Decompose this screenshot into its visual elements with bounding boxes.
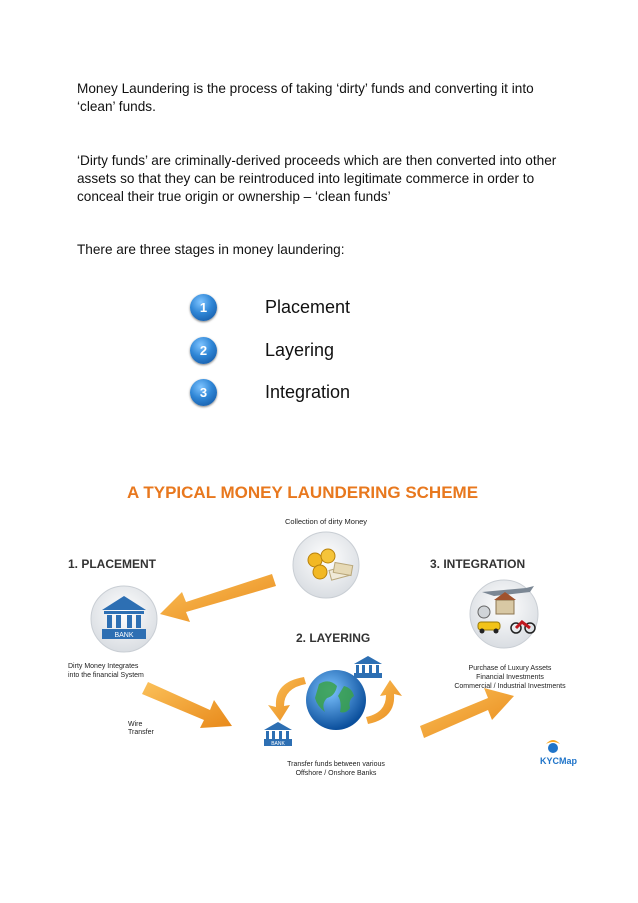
- money-laundering-scheme-diagram: [64, 472, 594, 792]
- intro-paragraph-2: ‘Dirty funds’ are criminally-derived proceeds which are then converted into other assets so that they can be reintroduced into legitimate commerce in order to conceal their true origin or ownership – ‘clean funds’: [77, 153, 557, 204]
- stage-item-placement: [0, 294, 638, 324]
- stage-label: Layering: [265, 340, 335, 360]
- layering-bank-top-icon: [354, 656, 382, 678]
- layering-heading: 2. LAYERING: [296, 631, 371, 645]
- number-two-badge-icon: 2: [190, 337, 217, 364]
- number-one-badge-icon: 1: [190, 294, 217, 321]
- integration-caption-line3: Commercial / Industrial Investments: [454, 683, 566, 690]
- number-three-badge-icon: 3: [190, 379, 217, 406]
- intro-paragraph-3: There are three stages in money laundering:: [77, 242, 345, 257]
- arrow-collection-to-placement-icon: [160, 574, 276, 622]
- arrow-layering-to-integration-icon: [420, 688, 514, 738]
- layering-globe-icon: [306, 670, 366, 730]
- placement-bank-label: BANK: [114, 632, 134, 639]
- arrow-placement-to-layering-icon: [142, 682, 232, 728]
- luxury-assets-icon: [470, 580, 538, 648]
- collection-caption: Collection of dirty Money: [284, 517, 368, 526]
- integration-heading: 3. INTEGRATION: [430, 557, 526, 571]
- intro-paragraph-1: Money Laundering is the process of taking ‘dirty’ funds and converting it into ‘clean’ funds.: [77, 81, 534, 114]
- stage-item-layering: [0, 337, 638, 367]
- stage-label: Placement: [265, 297, 351, 317]
- layering-bank-bottom-icon: [264, 722, 292, 747]
- placement-heading: 1. PLACEMENT: [68, 557, 157, 571]
- layering-caption-line1: Transfer funds between various: [287, 761, 385, 768]
- layering-bank-label: BANK: [271, 741, 285, 747]
- integration-caption-line1: Purchase of Luxury Assets: [468, 665, 552, 672]
- stage-item-integration: [0, 379, 638, 409]
- placement-bank-icon: [91, 586, 157, 652]
- placement-caption-line1: Dirty Money Integrates: [68, 663, 139, 670]
- integration-caption-line2: Financial Investments: [476, 674, 544, 681]
- scheme-title: A TYPICAL MONEY LAUNDERING SCHEME: [127, 483, 479, 502]
- wire-transfer-line2: Transfer: [128, 729, 154, 736]
- wire-transfer-line1: Wire: [128, 721, 143, 728]
- kycmap-logo-icon: [540, 740, 578, 766]
- layering-caption-line2: Offshore / Onshore Banks: [295, 770, 377, 777]
- dirty-money-coins-icon: [293, 532, 359, 598]
- kycmap-logo-text: KYCMap: [540, 756, 578, 766]
- placement-caption-line2: into the financial System: [68, 672, 144, 679]
- stage-label: Integration: [265, 382, 351, 402]
